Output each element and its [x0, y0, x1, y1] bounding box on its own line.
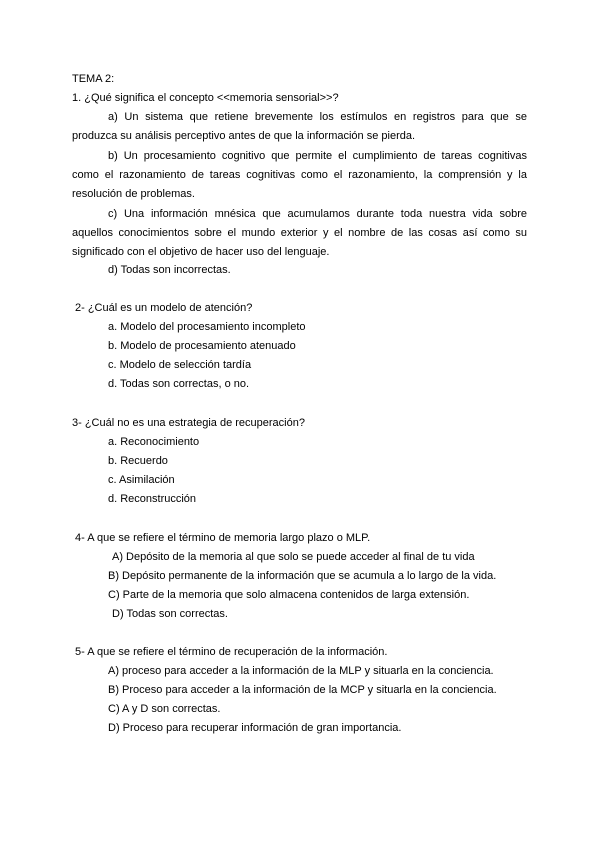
question-3-option-a: a. Reconocimiento: [108, 436, 200, 448]
question-4-option-c: C) Parte de la memoria que solo almacena contenidos de larga extensión.: [108, 589, 470, 601]
question-4-option-a: A) Depósito de la memoria al que solo se puede acceder al final de tu vida: [112, 551, 475, 563]
question-5-option-c: C) A y D son correctas.: [108, 703, 221, 715]
question-5-option-d: D) Proceso para recuperar información de gran importancia.: [108, 722, 402, 734]
question-1-option-c: c) Una información mnésica que acumulamos durante toda nuestra vida sobre aquellos conocimientos sobre el mundo exterior y el nombre de las cosas así como su significado con el objetivo de hacer uso del lenguaje.: [72, 208, 527, 258]
question-2-option-c: c. Modelo de selección tardía: [108, 359, 252, 371]
question-3-option-c: c. Asimilación: [108, 474, 175, 486]
question-1-text: 1. ¿Qué significa el concepto <<memoria sensorial>>?: [72, 92, 339, 104]
question-3-option-d: d. Reconstrucción: [108, 493, 197, 505]
question-1-option-d: d) Todas son incorrectas.: [108, 264, 231, 276]
question-2-option-b: b. Modelo de procesamiento atenuado: [108, 340, 296, 352]
question-2-option-d: d. Todas son correctas, o no.: [108, 378, 250, 390]
question-5-option-a: A) proceso para acceder a la información de la MLP y situarla en la conciencia.: [108, 665, 494, 677]
question-4-text: 4- A que se refiere el término de memoria largo plazo o MLP.: [75, 532, 371, 544]
question-4-option-b: B) Depósito permanente de la información que se acumula a lo largo de la vida.: [108, 570, 497, 582]
question-1-option-a: a) Un sistema que retiene brevemente los estímulos en registros para que se produzca su análisis perceptivo antes de que la información se pierda.: [72, 111, 527, 142]
question-5-option-b: B) Proceso para acceder a la información de la MCP y situarla en la conciencia.: [108, 684, 497, 696]
question-5-text: 5- A que se refiere el término de recuperación de la información.: [75, 646, 388, 658]
question-2-text: 2- ¿Cuál es un modelo de atención?: [75, 302, 253, 314]
question-3-text: 3- ¿Cuál no es una estrategia de recuperación?: [72, 417, 305, 429]
document-title: TEMA 2:: [72, 73, 115, 85]
question-2-option-a: a. Modelo del procesamiento incompleto: [108, 321, 306, 333]
question-3-option-b: b. Recuerdo: [108, 455, 168, 467]
question-1-option-b: b) Un procesamiento cognitivo que permite el cumplimiento de tareas cognitivas como el razonamiento de tareas cognitivas como el razonamiento, la comprensión y la resolución de problemas.: [72, 150, 527, 200]
question-4-option-d: D) Todas son correctas.: [112, 608, 228, 620]
